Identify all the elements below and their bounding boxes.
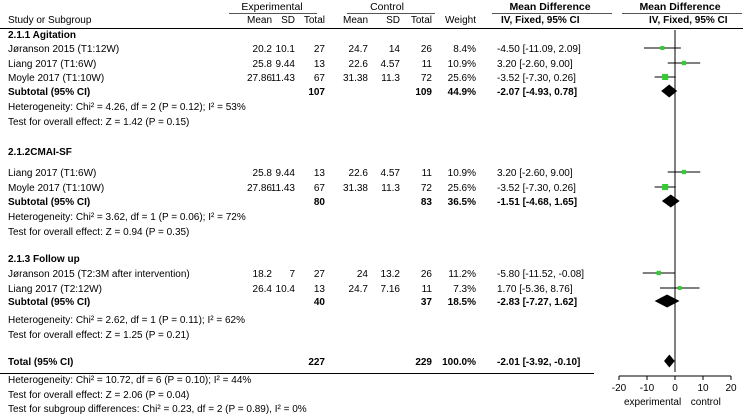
weight: 10.9% — [447, 168, 476, 179]
subgroup-title: 2.1.2CMAI-SF — [8, 147, 72, 158]
n-e: 27 — [313, 269, 325, 280]
total-label: Total (95% CI) — [8, 357, 74, 368]
x-tick-label: -20 — [611, 383, 627, 394]
n-c: 26 — [420, 44, 432, 55]
total-ci-text: -2.01 [-3.92, -0.10] — [497, 357, 581, 368]
weight: 10.9% — [447, 59, 476, 70]
header-sd-c: SD — [386, 15, 400, 26]
n-c: 26 — [420, 269, 432, 280]
header-mean-e: Mean — [246, 15, 272, 26]
sd-c: 11.3 — [381, 183, 400, 194]
weight: 11.2% — [448, 269, 476, 280]
header-total-e: Total — [303, 15, 325, 26]
study-name: Liang 2017 (T1:6W) — [8, 59, 97, 70]
heterogeneity: Heterogeneity: Chi² = 4.26, df = 2 (P = 0.12); I² = 53% — [8, 102, 246, 113]
subgroup-title: 2.1.3 Follow up — [8, 254, 80, 265]
effect-marker — [657, 271, 661, 275]
n-c: 11 — [421, 59, 432, 70]
mean-c: 31.38 — [342, 73, 368, 84]
mean-e: 27.86 — [246, 183, 272, 194]
subtotal-ci-text: -2.83 [-7.27, 1.62] — [497, 297, 578, 308]
subgroup-differences-test: Test for subgroup differences: Chi² = 0.23, df = 2 (P = 0.89), I² = 0% — [8, 404, 307, 415]
study-name: Liang 2017 (T2:12W) — [8, 284, 102, 295]
subtotal-weight: 36.5% — [447, 197, 476, 208]
subtotal-label: Subtotal (95% CI) — [8, 87, 91, 98]
overall-effect-test: Test for overall effect: Z = 0.94 (P = 0.35) — [8, 227, 190, 238]
ci-text: 3.20 [-2.60, 9.00] — [497, 168, 573, 179]
pooled-diamond — [655, 295, 680, 308]
effect-marker — [662, 184, 668, 190]
heterogeneity: Heterogeneity: Chi² = 3.62, df = 1 (P = 0.06); I² = 72% — [8, 212, 246, 223]
n-e: 13 — [313, 168, 325, 179]
mean-e: 18.2 — [252, 269, 272, 280]
overall-effect-test: Test for overall effect: Z = 1.25 (P = 0.21) — [8, 330, 190, 341]
total-weight: 100.0% — [442, 357, 476, 368]
favours-left-label: experimental — [623, 397, 682, 408]
favours-right-label: control — [690, 397, 721, 408]
total-n-c: 229 — [415, 357, 432, 368]
effect-marker — [662, 74, 668, 80]
header-mean-difference-plot: Mean Difference — [639, 1, 721, 13]
header-study: Study or Subgroup — [8, 15, 92, 26]
sd-c: 4.57 — [380, 168, 400, 179]
subtotal-n-e: 40 — [313, 297, 325, 308]
mean-e: 27.86 — [246, 73, 272, 84]
header-mean-c: Mean — [342, 15, 368, 26]
x-tick-label: 20 — [725, 383, 737, 394]
weight: 7.3% — [453, 284, 476, 295]
pooled-diamond — [664, 355, 675, 368]
subtotal-n-c: 83 — [420, 197, 432, 208]
mean-c: 22.6 — [348, 168, 368, 179]
study-name: Jøranson 2015 (T1:12W) — [8, 44, 120, 55]
ci-text: -3.52 [-7.30, 0.26] — [497, 73, 576, 84]
header-total-c: Total — [410, 15, 432, 26]
header-iv: IV, Fixed, 95% CI — [501, 15, 580, 26]
mean-c: 24 — [356, 269, 368, 280]
header-mean-difference: Mean Difference — [509, 1, 591, 13]
total-heterogeneity: Heterogeneity: Chi² = 10.72, df = 6 (P = 0.10); I² = 44% — [8, 375, 252, 386]
study-name: Moyle 2017 (T1:10W) — [8, 73, 105, 84]
sd-e: 11.43 — [270, 183, 295, 194]
heterogeneity: Heterogeneity: Chi² = 2.62, df = 1 (P = 0.11); I² = 62% — [8, 315, 245, 326]
subtotal-weight: 18.5% — [447, 297, 476, 308]
ci-text: 3.20 [-2.60, 9.00] — [497, 59, 573, 70]
header-weight: Weight — [445, 15, 476, 26]
ci-text: -5.80 [-11.52, -0.08] — [497, 269, 585, 280]
pooled-diamond — [662, 195, 680, 208]
n-e: 27 — [313, 44, 325, 55]
n-c: 72 — [420, 73, 432, 84]
subtotal-ci-text: -2.07 [-4.93, 0.78] — [497, 87, 578, 98]
sd-e: 10.4 — [275, 284, 295, 295]
study-name: Jøranson 2015 (T2:3M after intervention) — [8, 269, 190, 280]
subtotal-label: Subtotal (95% CI) — [8, 197, 91, 208]
mean-c: 22.6 — [348, 59, 368, 70]
n-e: 67 — [313, 73, 325, 84]
effect-marker — [678, 286, 682, 290]
header-iv-plot: IV, Fixed, 95% CI — [649, 15, 728, 26]
n-e: 13 — [313, 284, 325, 295]
x-tick-label: -10 — [639, 383, 655, 394]
header-sd-e: SD — [281, 15, 295, 26]
subgroup-title: 2.1.1 Agitation — [8, 30, 76, 41]
ci-text: -4.50 [-11.09, 2.09] — [497, 44, 581, 55]
overall-effect-test: Test for overall effect: Z = 1.42 (P = 0.15) — [8, 117, 190, 128]
weight: 8.4% — [453, 44, 476, 55]
weight: 25.6% — [447, 73, 476, 84]
subtotal-n-e: 107 — [308, 87, 325, 98]
header-control: Control — [370, 1, 404, 13]
subtotal-ci-text: -1.51 [-4.68, 1.65] — [497, 197, 578, 208]
sd-e: 9.44 — [275, 59, 295, 70]
header-experimental: Experimental — [241, 1, 303, 13]
sd-e: 9.44 — [275, 168, 295, 179]
sd-c: 13.2 — [380, 269, 400, 280]
mean-c: 31.38 — [342, 183, 368, 194]
mean-c: 24.7 — [348, 44, 368, 55]
mean-e: 26.4 — [252, 284, 272, 295]
sd-e: 7 — [289, 269, 295, 280]
ci-text: 1.70 [-5.36, 8.76] — [497, 284, 573, 295]
sd-e: 11.43 — [270, 73, 295, 84]
n-e: 67 — [313, 183, 325, 194]
x-tick-label: 10 — [697, 383, 709, 394]
n-e: 13 — [313, 59, 325, 70]
n-c: 72 — [420, 183, 432, 194]
sd-c: 11.3 — [381, 73, 400, 84]
study-name: Liang 2017 (T1:6W) — [8, 168, 97, 179]
mean-e: 25.8 — [252, 168, 272, 179]
mean-e: 25.8 — [252, 59, 272, 70]
x-tick-label: 0 — [672, 383, 678, 394]
subtotal-n-e: 80 — [313, 197, 325, 208]
total-n-e: 227 — [308, 357, 325, 368]
subtotal-label: Subtotal (95% CI) — [8, 297, 91, 308]
subtotal-n-c: 109 — [415, 87, 432, 98]
n-c: 11 — [421, 284, 432, 295]
weight: 25.6% — [447, 183, 476, 194]
effect-marker — [682, 170, 686, 174]
sd-e: 10.1 — [275, 44, 295, 55]
subtotal-weight: 44.9% — [447, 87, 476, 98]
ci-text: -3.52 [-7.30, 0.26] — [497, 183, 576, 194]
subtotal-n-c: 37 — [420, 297, 432, 308]
sd-c: 7.16 — [380, 284, 400, 295]
effect-marker — [660, 46, 664, 50]
mean-c: 24.7 — [348, 284, 368, 295]
sd-c: 14 — [388, 44, 400, 55]
n-c: 11 — [421, 168, 432, 179]
sd-c: 4.57 — [380, 59, 400, 70]
mean-e: 20.2 — [252, 44, 272, 55]
effect-marker — [682, 61, 686, 65]
study-name: Moyle 2017 (T1:10W) — [8, 183, 105, 194]
total-overall-effect-test: Test for overall effect: Z = 2.06 (P = 0.04) — [8, 390, 190, 401]
